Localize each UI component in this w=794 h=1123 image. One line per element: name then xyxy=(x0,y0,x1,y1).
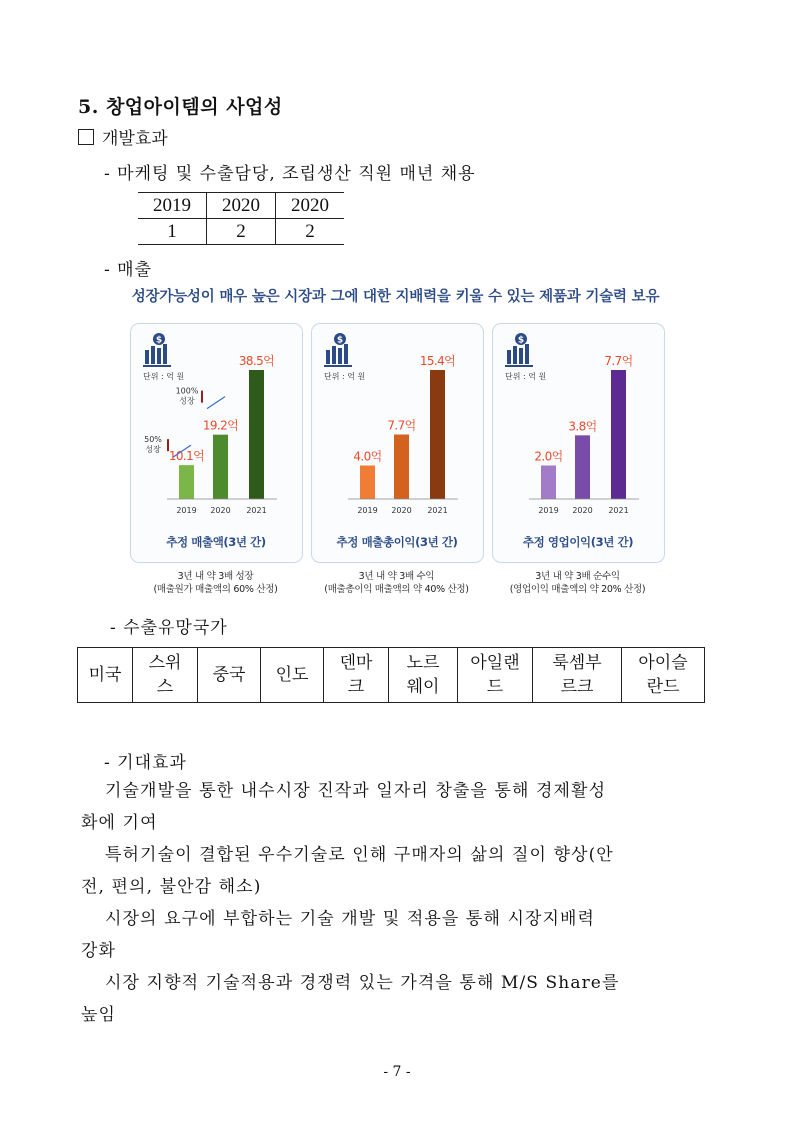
bar xyxy=(213,435,228,499)
bar-value-label: 7.7억 xyxy=(604,354,633,368)
bar-value-label: 3.8억 xyxy=(568,419,597,434)
country-name-part: 노르 xyxy=(406,653,440,673)
effect-line: 전, 편의, 불안감 해소) xyxy=(81,877,262,897)
x-tick-label: 2020 xyxy=(572,506,593,515)
operating-profit-caption xyxy=(485,570,670,596)
operating-profit-chart xyxy=(493,324,664,562)
table-cell: 2020 xyxy=(276,193,345,219)
bar xyxy=(611,370,626,499)
bank-icon-base xyxy=(505,365,533,367)
page-number: - 7 - xyxy=(383,1064,411,1080)
country-name-part: 드 xyxy=(486,677,504,697)
growth-marker xyxy=(167,439,169,451)
growth-annotation: 성장 xyxy=(179,396,195,406)
effects-list xyxy=(81,775,721,1031)
x-tick-label: 2019 xyxy=(357,506,378,515)
table-cell: 1 xyxy=(138,219,207,245)
bank-icon-bar xyxy=(151,346,155,364)
bank-icon-bar xyxy=(338,348,342,364)
caption-line: (매출원가 매출액의 60% 산정) xyxy=(153,584,278,595)
hiring-table xyxy=(138,192,344,245)
table-cell: 2020 xyxy=(207,193,276,219)
dev-effect-label: 개발효과 xyxy=(102,129,168,149)
export-label: - 수출유망국가 xyxy=(110,618,228,638)
coin-symbol: $ xyxy=(336,335,344,346)
bank-icon-base xyxy=(324,365,352,367)
bank-icon-bar xyxy=(145,350,149,364)
hiring-year-row xyxy=(138,193,344,219)
effect-item xyxy=(81,839,721,903)
sales-chart-panel xyxy=(130,323,303,563)
bank-icon-bar xyxy=(332,346,336,364)
bar xyxy=(360,465,375,499)
bar xyxy=(394,435,409,500)
section-title: 5. 창업아이템의 사업성 xyxy=(78,96,283,118)
country-name-part: 룩셈부 xyxy=(552,653,602,673)
effect-item xyxy=(81,775,721,839)
bar-value-label: 19.2억 xyxy=(202,418,239,433)
country-name-part: 스위 xyxy=(148,653,182,673)
country-name-part: 아이슬 xyxy=(638,653,688,673)
bar xyxy=(249,370,264,499)
effect-line: 시장 지향적 기술적용과 경쟁력 있는 가격을 통해 M/S Share를 xyxy=(105,973,620,993)
dev-effect-heading xyxy=(78,124,168,149)
country-name-part: 란드 xyxy=(646,677,680,697)
x-tick-label: 2019 xyxy=(176,506,197,515)
chart-title: 추정 매출총이익(3년 간) xyxy=(336,535,458,549)
bar-value-label: 38.5억 xyxy=(238,354,275,368)
unit-label: 단위 : 억 원 xyxy=(324,372,366,381)
bank-icon-bar xyxy=(513,346,517,364)
bank-icon-bar xyxy=(326,350,330,364)
coin-symbol: $ xyxy=(517,335,525,346)
caption-line: 3년 내 약 3배 성장 xyxy=(177,571,254,582)
bar-value-label: 15.4억 xyxy=(419,354,456,368)
effect-line: 높임 xyxy=(81,1005,117,1025)
country-cell xyxy=(533,648,622,703)
sales-infographic xyxy=(118,283,673,613)
bank-icon-bar xyxy=(507,350,511,364)
bank-icon-bar xyxy=(163,344,167,364)
growth-marker xyxy=(201,391,203,403)
effect-line: 특허기술이 결합된 우수기술로 인해 구매자의 삶의 질이 향상(안 xyxy=(105,845,614,865)
x-tick-label: 2021 xyxy=(246,506,267,515)
caption-line: 3년 내 약 3배 순수익 xyxy=(535,571,620,582)
country-cell xyxy=(458,648,533,703)
country-name-part: 르크 xyxy=(560,677,594,697)
country-name-part: 중국 xyxy=(212,665,246,685)
bar-value-label: 2.0억 xyxy=(534,449,563,464)
countries-table xyxy=(77,647,705,703)
growth-annotation: 50% xyxy=(144,435,162,445)
x-tick-label: 2019 xyxy=(538,506,559,515)
country-cell xyxy=(198,648,261,703)
gross-profit-caption xyxy=(304,570,489,596)
country-cell xyxy=(78,648,133,703)
country-name-part: 웨이 xyxy=(406,677,440,697)
bar-value-label: 7.7억 xyxy=(387,418,416,433)
growth-annotation: 성장 xyxy=(145,445,161,455)
effect-item xyxy=(81,903,721,967)
sales-chart xyxy=(131,324,302,562)
coin-symbol: $ xyxy=(155,335,163,346)
bank-icon-bar xyxy=(525,344,529,364)
infographic-headline: 성장가능성이 매우 높은 시장과 그에 대한 지배력을 키울 수 있는 제품과 기술력 보유 xyxy=(131,289,660,305)
country-name-part: 미국 xyxy=(88,665,122,685)
bank-icon-base xyxy=(143,365,171,367)
growth-arrow xyxy=(207,397,225,409)
bar xyxy=(179,465,194,499)
country-name-part: 크 xyxy=(347,677,365,697)
country-cell xyxy=(133,648,198,703)
country-name-part: 덴마 xyxy=(339,653,373,673)
checkbox-icon xyxy=(78,129,94,145)
bank-icon-bar xyxy=(157,348,161,364)
sales-caption xyxy=(123,570,308,596)
country-cell xyxy=(261,648,324,703)
country-name-part: 스 xyxy=(156,677,174,697)
effect-line: 시장의 요구에 부합하는 기술 개발 및 적용을 통해 시장지배력 xyxy=(105,909,596,929)
bar xyxy=(430,370,445,499)
table-cell: 2 xyxy=(207,219,276,245)
effect-line: 화에 기여 xyxy=(81,813,158,833)
operating-profit-chart-panel xyxy=(492,323,665,563)
chart-title: 추정 매출액(3년 간) xyxy=(166,535,266,549)
caption-line: 3년 내 약 3배 수익 xyxy=(358,571,435,582)
country-name-part: 아일랜 xyxy=(470,653,520,673)
table-cell: 2 xyxy=(276,219,345,245)
sales-label: - 매출 xyxy=(104,260,152,280)
expected-label: - 기대효과 xyxy=(104,753,187,773)
x-tick-label: 2021 xyxy=(608,506,629,515)
growth-annotation: 100% xyxy=(175,386,199,396)
unit-label: 단위 : 억 원 xyxy=(505,372,547,381)
bar-value-label: 4.0억 xyxy=(353,449,382,464)
effect-item xyxy=(81,967,721,1031)
country-cell xyxy=(622,648,705,703)
gross-profit-chart xyxy=(312,324,483,562)
table-cell: 2019 xyxy=(138,193,207,219)
bank-icon-bar xyxy=(344,344,348,364)
bar-value-label: 10.1억 xyxy=(168,449,205,464)
caption-line: (영업이익 매출액의 약 20% 산정) xyxy=(509,584,646,595)
countries-row xyxy=(78,648,705,703)
country-cell xyxy=(324,648,389,703)
unit-label: 단위 : 억 원 xyxy=(143,372,185,381)
caption-line: (매출총이익 매출액의 약 40% 산정) xyxy=(324,584,469,595)
hiring-count-row xyxy=(138,219,344,245)
country-name-part: 인도 xyxy=(275,665,309,685)
effect-line: 강화 xyxy=(81,941,117,961)
chart-title: 추정 영업이익(3년 간) xyxy=(522,535,634,549)
hiring-line: - 마케팅 및 수출담당, 조립생산 직원 매년 채용 xyxy=(104,164,476,184)
bar xyxy=(575,435,590,499)
x-tick-label: 2021 xyxy=(427,506,448,515)
effect-line: 기술개발을 통한 내수시장 진작과 일자리 창출을 통해 경제활성 xyxy=(105,781,607,801)
bar xyxy=(541,465,556,499)
x-tick-label: 2020 xyxy=(210,506,231,515)
x-tick-label: 2020 xyxy=(391,506,412,515)
bank-icon-bar xyxy=(519,348,523,364)
country-cell xyxy=(389,648,458,703)
gross-profit-chart-panel xyxy=(311,323,484,563)
